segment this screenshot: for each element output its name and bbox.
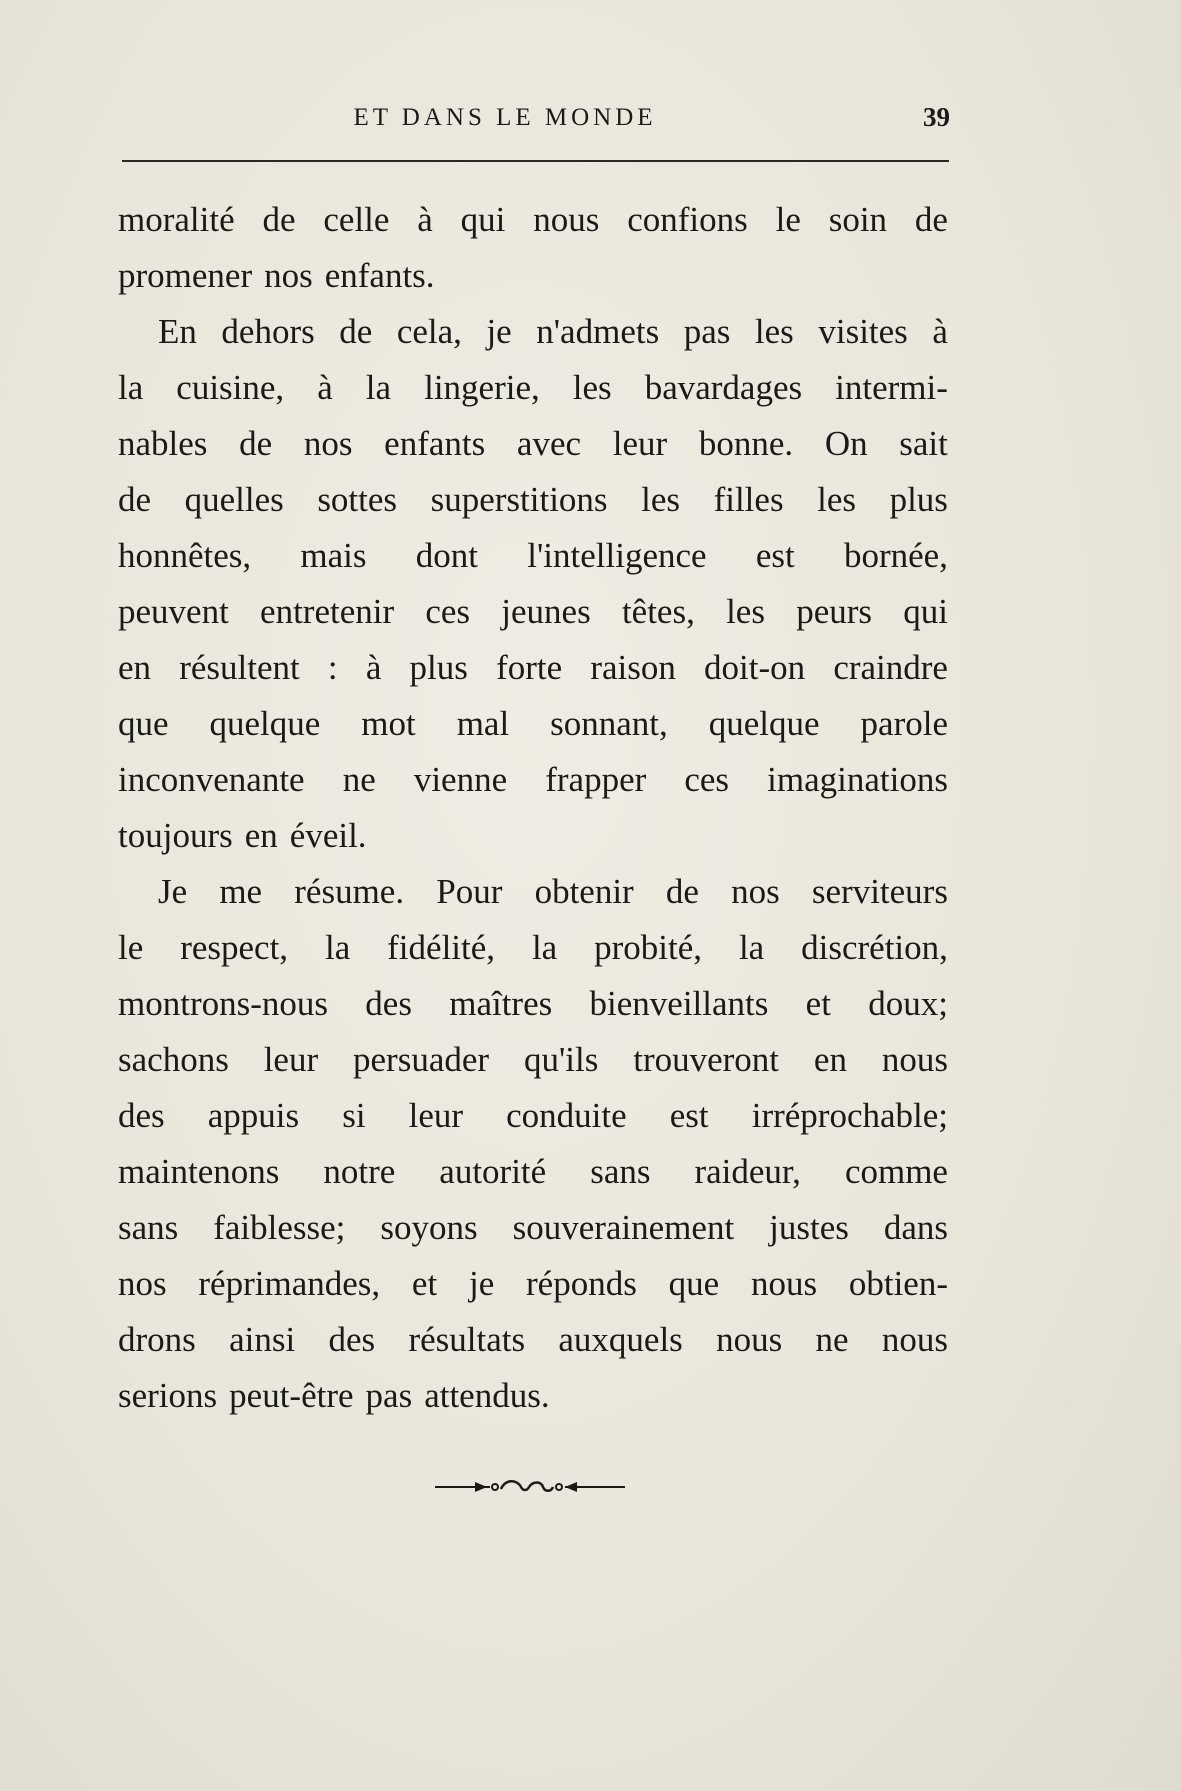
- word: la: [738, 928, 765, 967]
- word: peuvent: [118, 592, 229, 631]
- text-line: [118, 976, 948, 1032]
- text-line: [118, 304, 948, 360]
- word: résultats: [408, 1320, 526, 1359]
- word: les: [817, 480, 857, 519]
- header-rule: [122, 160, 949, 162]
- word: obtenir: [534, 872, 634, 911]
- word: superstitions: [430, 480, 608, 519]
- word: que: [118, 704, 169, 743]
- tailpiece-ornament-icon: [435, 1475, 625, 1499]
- word: cuisine,: [176, 368, 285, 407]
- word: des: [365, 984, 412, 1023]
- word: respect,: [180, 928, 289, 967]
- word: nos: [303, 424, 353, 463]
- word: honnêtes,: [118, 536, 252, 575]
- word: l'intelligence: [527, 536, 707, 575]
- word: :: [327, 648, 338, 687]
- text-line: [118, 1032, 948, 1088]
- text-line: [118, 1368, 948, 1424]
- word: autorité: [439, 1152, 547, 1191]
- word: nous: [881, 1040, 948, 1079]
- word: persuader: [353, 1040, 490, 1079]
- word: conduite: [506, 1096, 627, 1135]
- text-line: [118, 192, 948, 248]
- word: intermi-: [835, 368, 948, 407]
- word: peut-être: [229, 1376, 354, 1415]
- text-line: [118, 1144, 948, 1200]
- word: soyons: [380, 1208, 478, 1247]
- word: serviteurs: [811, 872, 948, 911]
- word: pas: [365, 1376, 413, 1415]
- word: des: [118, 1096, 165, 1135]
- text-line: [118, 528, 948, 584]
- word: les: [726, 592, 765, 631]
- text-line: [118, 640, 948, 696]
- word: ces: [684, 760, 730, 799]
- text-line: [118, 808, 948, 864]
- word: quelles: [184, 480, 284, 519]
- word: toujours: [118, 816, 233, 855]
- word: quelque: [209, 704, 321, 743]
- word: dans: [883, 1208, 948, 1247]
- word: de: [262, 200, 296, 239]
- word: ne: [815, 1320, 849, 1359]
- word: Pour: [436, 872, 503, 911]
- text-line: [118, 920, 948, 976]
- text-line: [118, 248, 948, 304]
- word: confions: [627, 200, 748, 239]
- word: qui: [460, 200, 506, 239]
- word: leur: [408, 1096, 464, 1135]
- word: nos: [118, 1264, 167, 1303]
- word: nous: [533, 200, 600, 239]
- word: de: [118, 480, 152, 519]
- word: à: [365, 648, 382, 687]
- word: plus: [409, 648, 468, 687]
- word: réponds: [526, 1264, 637, 1303]
- word: sans: [118, 1208, 179, 1247]
- word: celle: [323, 200, 390, 239]
- word: maîtres: [449, 984, 553, 1023]
- word: que: [668, 1264, 720, 1303]
- word: nous: [881, 1320, 948, 1359]
- word: sachons: [118, 1040, 229, 1079]
- word: et: [411, 1264, 438, 1303]
- word: qui: [903, 592, 948, 631]
- word: doit-on: [704, 648, 806, 687]
- word: leur: [612, 424, 668, 463]
- word: doux;: [868, 984, 948, 1023]
- word: notre: [323, 1152, 396, 1191]
- word: bonne.: [698, 424, 794, 463]
- text-line: [118, 584, 948, 640]
- word: raideur,: [694, 1152, 801, 1191]
- word: des: [328, 1320, 376, 1359]
- word: drons: [118, 1320, 196, 1359]
- word: forte: [496, 648, 563, 687]
- word: jeunes: [501, 592, 591, 631]
- word: craindre: [833, 648, 948, 687]
- word: pas: [683, 312, 731, 351]
- word: en: [244, 816, 278, 855]
- word: si: [342, 1096, 366, 1135]
- word: sans: [590, 1152, 651, 1191]
- word: trouveront: [633, 1040, 780, 1079]
- word: serions: [118, 1376, 218, 1415]
- word: inconvenante: [118, 760, 305, 799]
- word: et: [805, 984, 831, 1023]
- word: peurs: [796, 592, 873, 631]
- word: sonnant,: [550, 704, 668, 743]
- word: les: [754, 312, 794, 351]
- word: mais: [300, 536, 367, 575]
- word: sottes: [317, 480, 398, 519]
- word: avec: [516, 424, 582, 463]
- word: résume.: [294, 872, 405, 911]
- word: de: [665, 872, 699, 911]
- word: de: [239, 424, 273, 463]
- word: bienveillants: [589, 984, 769, 1023]
- word: fidélité,: [387, 928, 496, 967]
- word: quelque: [708, 704, 820, 743]
- text-line: [118, 1256, 948, 1312]
- page-number: 39: [923, 102, 950, 132]
- word: le: [775, 200, 801, 239]
- word: à: [932, 312, 948, 351]
- running-head: [120, 100, 950, 140]
- word: ne: [342, 760, 376, 799]
- word: éveil.: [289, 816, 367, 855]
- word: probité,: [594, 928, 703, 967]
- word: nous: [716, 1320, 783, 1359]
- word: bornée,: [843, 536, 948, 575]
- word: à: [417, 200, 433, 239]
- word: comme: [844, 1152, 948, 1191]
- text-line: [118, 696, 948, 752]
- word: le: [118, 928, 144, 967]
- word: la: [531, 928, 558, 967]
- word: nous: [750, 1264, 818, 1303]
- word: entretenir: [260, 592, 395, 631]
- word: parole: [860, 704, 948, 743]
- word: dehors: [221, 312, 315, 351]
- word: frapper: [545, 760, 647, 799]
- word: je: [486, 312, 512, 351]
- word: nables: [118, 424, 208, 463]
- word: discrétion,: [801, 928, 948, 967]
- word: les: [641, 480, 681, 519]
- word: de: [914, 200, 948, 239]
- text-line: [118, 1088, 948, 1144]
- running-title: ET DANS LE MONDE: [353, 104, 657, 131]
- word: la: [118, 368, 144, 407]
- text-line: [118, 864, 948, 920]
- word: ainsi: [229, 1320, 296, 1359]
- word: ces: [425, 592, 471, 631]
- word: On: [824, 424, 868, 463]
- word: filles: [713, 480, 784, 519]
- text-line: [118, 360, 948, 416]
- word: de: [339, 312, 373, 351]
- word: qu'ils: [523, 1040, 599, 1079]
- word: nos: [731, 872, 780, 911]
- word: irréprochable;: [751, 1096, 948, 1135]
- word: la: [324, 928, 351, 967]
- word: plus: [889, 480, 948, 519]
- word: têtes,: [621, 592, 695, 631]
- word: bavardages: [644, 368, 803, 407]
- text-line: [118, 416, 948, 472]
- word: est: [669, 1096, 709, 1135]
- word: résultent: [179, 648, 300, 687]
- text-line: [118, 752, 948, 808]
- word: promener: [118, 256, 253, 295]
- text-line: [118, 1200, 948, 1256]
- word: montrons-nous: [118, 984, 328, 1023]
- word: nos: [264, 256, 313, 295]
- word: n'admets: [536, 312, 660, 351]
- word: dont: [415, 536, 479, 575]
- word: soin: [828, 200, 888, 239]
- word: enfants.: [324, 256, 435, 295]
- word: Je: [158, 872, 188, 911]
- word: maintenons: [118, 1152, 280, 1191]
- word: en: [118, 648, 152, 687]
- word: moralité: [118, 200, 235, 239]
- word: justes: [769, 1208, 849, 1247]
- word: je: [468, 1264, 495, 1303]
- word: cela,: [396, 312, 462, 351]
- text-line: [118, 472, 948, 528]
- word: réprimandes,: [198, 1264, 381, 1303]
- word: me: [219, 872, 263, 911]
- word: obtien-: [848, 1264, 948, 1303]
- body-text: [118, 192, 948, 1424]
- word: appuis: [207, 1096, 300, 1135]
- word: souverainement: [512, 1208, 735, 1247]
- word: leur: [263, 1040, 319, 1079]
- word: à: [317, 368, 333, 407]
- word: les: [572, 368, 612, 407]
- word: sait: [899, 424, 948, 463]
- word: la: [365, 368, 392, 407]
- word: En: [158, 312, 197, 351]
- word: imaginations: [767, 760, 948, 799]
- word: attendus.: [424, 1376, 550, 1415]
- word: auxquels: [558, 1320, 683, 1359]
- word: lingerie,: [424, 368, 540, 407]
- word: visites: [818, 312, 908, 351]
- word: est: [755, 536, 795, 575]
- word: enfants: [384, 424, 486, 463]
- word: vienne: [413, 760, 508, 799]
- word: mot: [361, 704, 416, 743]
- word: en: [813, 1040, 847, 1079]
- word: raison: [590, 648, 676, 687]
- word: mal: [456, 704, 510, 743]
- text-line: [118, 1312, 948, 1368]
- word: faiblesse;: [213, 1208, 346, 1247]
